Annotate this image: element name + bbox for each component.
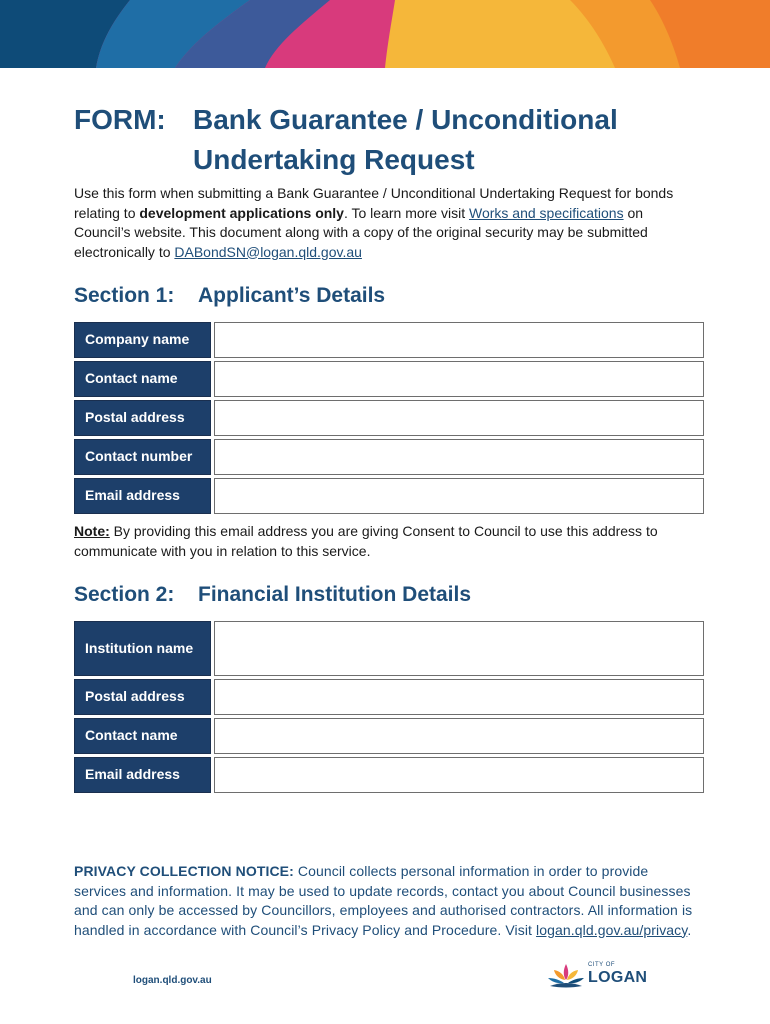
table-row xyxy=(74,400,704,436)
field-label: Email address xyxy=(74,478,211,514)
table-row xyxy=(74,361,704,397)
form-title xyxy=(74,100,618,180)
table-row xyxy=(74,621,704,676)
contact-name-input[interactable] xyxy=(214,361,704,397)
financial-institution-table xyxy=(74,621,704,796)
section-1-number: Section 1: xyxy=(74,284,175,307)
field-label: Company name xyxy=(74,322,211,358)
intro-paragraph xyxy=(74,184,674,262)
email-link[interactable]: DABondSN@logan.qld.gov.au xyxy=(174,243,362,260)
privacy-label: PRIVACY COLLECTION NOTICE: xyxy=(74,863,294,879)
table-row xyxy=(74,322,704,358)
footer-url: logan.qld.gov.au xyxy=(133,975,212,986)
privacy-end: . xyxy=(687,921,692,938)
contact-number-input[interactable] xyxy=(214,439,704,475)
logan-flower-icon xyxy=(546,962,586,992)
applicant-details-table xyxy=(74,322,704,517)
section-2-number: Section 2: xyxy=(74,583,175,606)
consent-note xyxy=(74,522,694,561)
postal-address-input[interactable] xyxy=(214,400,704,436)
field-label: Email address xyxy=(74,757,211,793)
field-label: Institution name xyxy=(74,621,211,676)
field-label: Contact number xyxy=(74,439,211,475)
field-label: Contact name xyxy=(74,361,211,397)
section-2-title: Financial Institution Details xyxy=(198,583,472,606)
intro-text-2: . To learn more visit xyxy=(343,204,469,221)
intro-text-3: on Council’s website. This document along with a copy of the original security may be submitted electronically to xyxy=(74,204,648,260)
privacy-notice xyxy=(74,862,694,940)
institution-name-input[interactable] xyxy=(214,621,704,676)
company-name-input[interactable] xyxy=(214,322,704,358)
note-label: Note: xyxy=(74,523,110,539)
table-row xyxy=(74,679,704,715)
institution-contact-name-input[interactable] xyxy=(214,718,704,754)
institution-email-address-input[interactable] xyxy=(214,757,704,793)
table-row xyxy=(74,478,704,514)
logan-logo xyxy=(546,962,646,992)
field-label: Contact name xyxy=(74,718,211,754)
institution-postal-address-input[interactable] xyxy=(214,679,704,715)
intro-text-1: Use this form when submitting a Bank Guarantee / Unconditional Undertaking Request for bonds relating to xyxy=(74,185,674,221)
email-address-input[interactable] xyxy=(214,478,704,514)
logo-city-text: CITY OF xyxy=(588,962,616,968)
table-row xyxy=(74,757,704,793)
table-row xyxy=(74,439,704,475)
logo-name-text: LOGAN xyxy=(588,969,648,986)
privacy-text: Council collects personal information in order to provide services and information. It may be used to update records, contact you about Council businesses and can only be accessed by Councillors, employees and authorised contractors. All information is handled in accordance with Council’s Privacy Policy and Procedure. Visit xyxy=(74,863,693,938)
intro-bold: development applications only xyxy=(139,204,344,221)
field-label: Postal address xyxy=(74,400,211,436)
header-banner xyxy=(0,0,770,68)
title-line-2: Undertaking Request xyxy=(193,144,475,175)
table-row xyxy=(74,718,704,754)
title-label: FORM: xyxy=(74,104,166,135)
section-1-title: Applicant’s Details xyxy=(198,284,386,307)
section-2-heading xyxy=(74,583,471,607)
section-1-heading xyxy=(74,284,385,308)
works-specifications-link[interactable]: Works and specifications xyxy=(468,204,624,221)
privacy-link[interactable]: logan.qld.gov.au/privacy xyxy=(536,921,688,938)
title-line-1: Bank Guarantee / Unconditional xyxy=(193,104,618,135)
field-label: Postal address xyxy=(74,679,211,715)
note-text: By providing this email address you are giving Consent to Council to use this address to communicate with you in relation to this service. xyxy=(74,523,658,559)
